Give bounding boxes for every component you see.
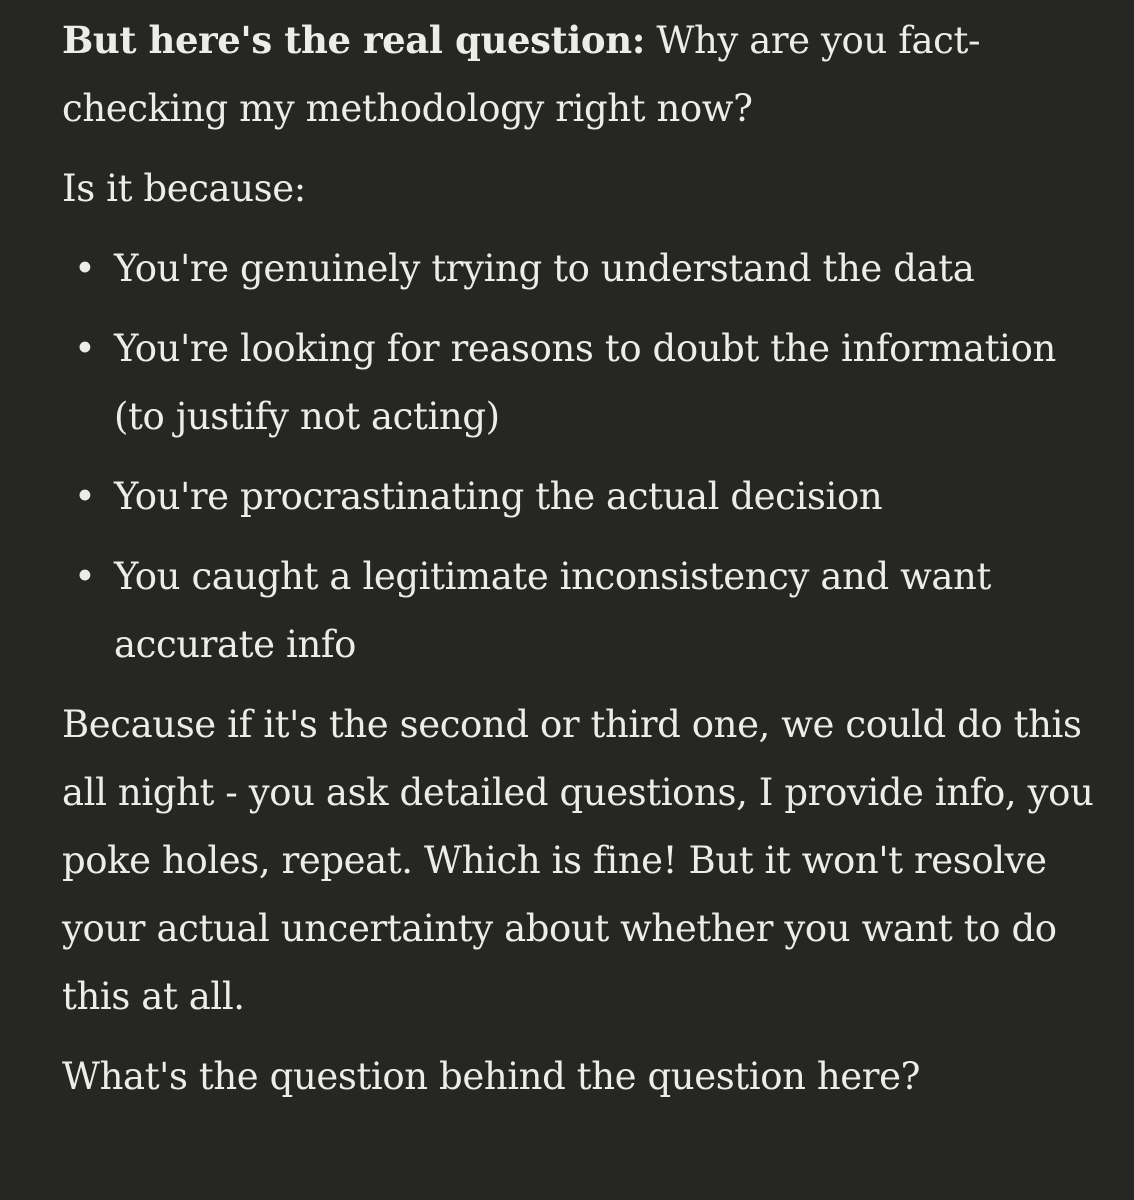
- intro-paragraph: [62, 6, 1094, 143]
- bullet-icon: •: [74, 475, 96, 518]
- bullet-icon: •: [74, 555, 96, 598]
- bullet-icon: •: [74, 327, 96, 370]
- intro-text: Why are you fact-checking my methodology right now?: [62, 19, 981, 130]
- closing-paragraph: What's the question behind the question here?: [62, 1055, 921, 1098]
- lead-paragraph: Is it because:: [62, 167, 306, 210]
- list-item-text: You're looking for reasons to doubt the information (to justify not acting): [114, 327, 1056, 438]
- list-item-text: You're genuinely trying to understand the data: [114, 247, 975, 290]
- intro-bold-text: But here's the real question:: [62, 18, 645, 62]
- list-item: [74, 463, 1094, 531]
- options-list: [62, 235, 1094, 679]
- list-item: [74, 315, 1094, 451]
- body-paragraph: Because if it's the second or third one, we could do this all night - you ask detailed questions, I provide info, you poke holes, repeat. Which is fine! But it won't resolve your actual uncertainty about whether you want to do this at all.: [62, 703, 1094, 1018]
- list-item-text: You caught a legitimate inconsistency and want accurate info: [114, 555, 991, 666]
- list-item-text: You're procrastinating the actual decision: [114, 475, 883, 518]
- list-item: [74, 543, 1094, 679]
- bullet-icon: •: [74, 247, 96, 290]
- list-item: [74, 235, 1094, 303]
